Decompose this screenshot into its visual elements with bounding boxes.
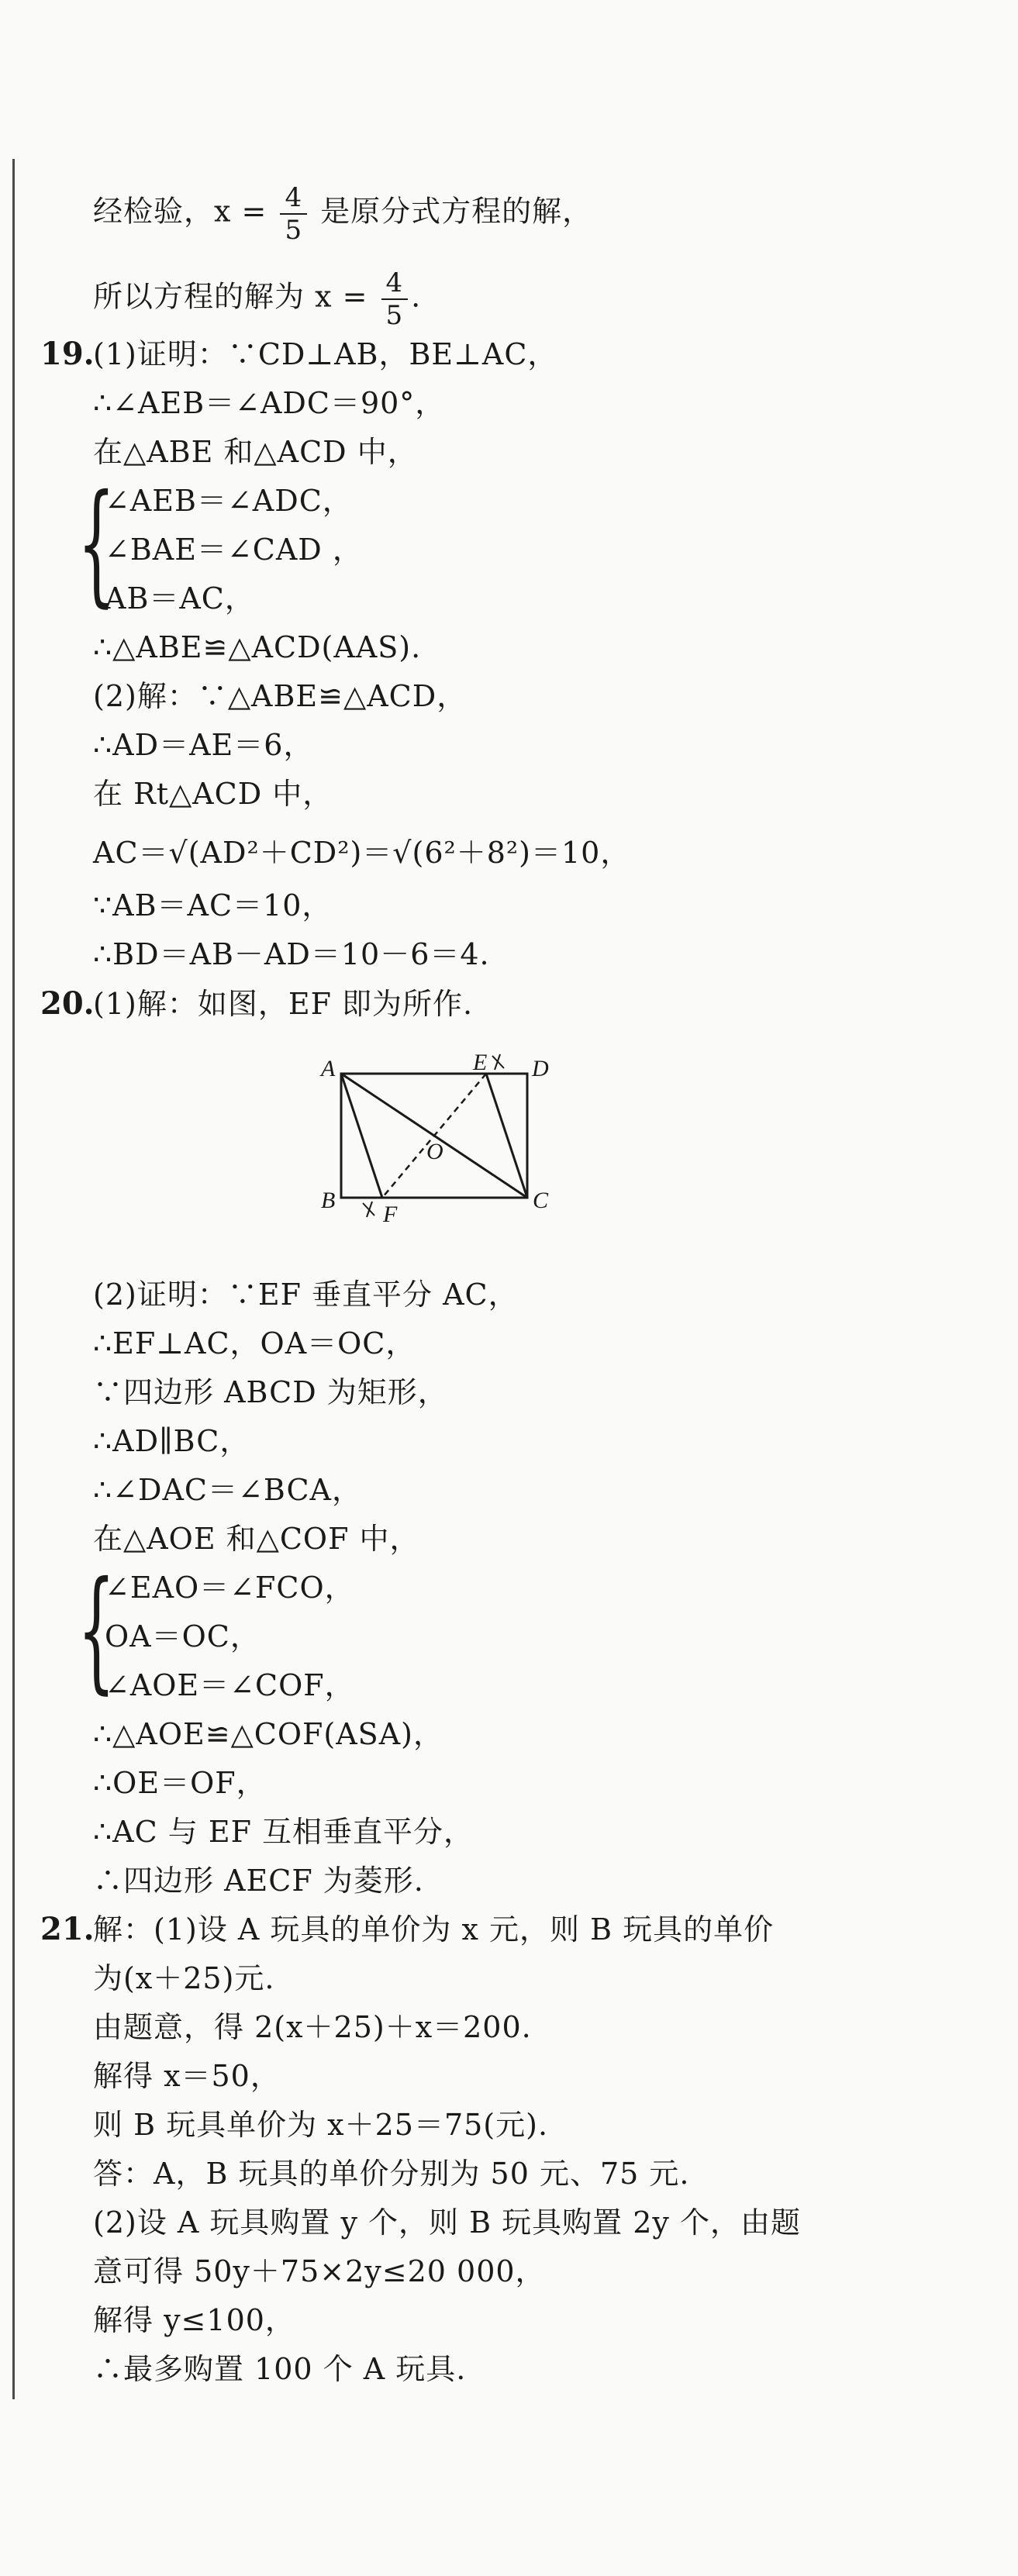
fraction (381, 267, 409, 331)
text: . (411, 279, 422, 314)
q21-line: 解得 x＝50， (93, 2059, 281, 2093)
label-d: D (532, 1056, 549, 1081)
rectangle-figure (310, 1039, 566, 1240)
q21-line: 答：A，B 玩具的单价分别为 50 元、75 元. (93, 2157, 690, 2191)
q19-line: ∠BAE＝∠CAD ， (105, 533, 363, 567)
q19-line: 在 Rt△ACD 中， (93, 777, 333, 811)
q18-verify-line (93, 182, 592, 246)
arc-mark-e (495, 1054, 500, 1070)
denominator: 5 (385, 300, 404, 331)
numerator: 4 (381, 267, 409, 300)
arc-mark-f (367, 1202, 372, 1217)
label-a: A (321, 1056, 336, 1081)
question-number-19: 19. (40, 336, 95, 372)
q21-line: 由题意，得 2(x＋25)＋x＝200. (93, 2010, 532, 2044)
q19-line: ∠AEB＝∠ADC， (105, 484, 353, 518)
question-number-20: 20. (40, 985, 95, 1022)
q19-line: ∵AB＝AC＝10， (93, 888, 333, 922)
q19-line: AB＝AC， (105, 581, 255, 616)
q20-line: ∴AD∥BC， (93, 1424, 250, 1458)
q20-line: ∵四边形 ABCD 为矩形， (93, 1375, 448, 1409)
page-margin-rule (12, 159, 15, 2399)
q20-line: ∴EF⊥AC，OA＝OC， (93, 1326, 416, 1360)
q20-line: ∴OE＝OF， (93, 1766, 267, 1800)
q20-line: ∠EAO＝∠FCO， (105, 1571, 355, 1605)
text: 经检验，x = (93, 194, 278, 229)
q20-line: OA＝OC， (105, 1619, 261, 1654)
question-number-21: 21. (40, 1911, 95, 1947)
q20-line: (2)证明：∵EF 垂直平分 AC， (93, 1278, 519, 1312)
q20-line: ∠AOE＝∠COF， (105, 1668, 355, 1702)
q20-line: 在△AOE 和△COF 中， (93, 1522, 420, 1556)
segment-af (341, 1074, 382, 1198)
q19-line: AC＝√(AD²＋CD²)＝√(6²＋8²)＝10， (93, 836, 631, 870)
label-c: C (533, 1188, 549, 1213)
system-brace: { (78, 1554, 116, 1707)
segment-ec (486, 1074, 527, 1198)
label-o: O (426, 1139, 443, 1164)
q19-line: (2)解：∵△ABE≌△ACD， (93, 679, 468, 713)
q19-line: 在△ABE 和△ACD 中， (93, 435, 418, 469)
q19-line: (1)证明：∵CD⊥AB，BE⊥AC， (93, 337, 558, 371)
q21-line: 意可得 50y＋75×2y≤20 000， (93, 2254, 546, 2288)
system-brace: { (78, 467, 116, 620)
fraction (280, 182, 307, 246)
text: 所以方程的解为 x = (93, 279, 378, 314)
label-f: F (383, 1202, 398, 1227)
q19-line: ∴BD＝AB－AD＝10－6＝4. (93, 937, 490, 971)
q21-line: (2)设 A 玩具购置 y 个，则 B 玩具购置 2y 个，由题 (93, 2205, 801, 2240)
q21-line: 则 B 玩具单价为 x＋25＝75(元). (93, 2108, 549, 2142)
q20-line: ∴AC 与 EF 互相垂直平分， (93, 1815, 474, 1849)
denominator: 5 (285, 215, 303, 246)
q20-line: ∴△AOE≌△COF(ASA)， (93, 1717, 443, 1751)
q19-line: ∴AD＝AE＝6， (93, 728, 314, 762)
text: 是原分式方程的解， (310, 194, 593, 229)
q20-line: ∴四边形 AECF 为菱形. (93, 1864, 424, 1898)
q20-line: (1)解：如图，EF 即为所作. (93, 987, 474, 1021)
q21-line: 解得 y≤100， (93, 2303, 295, 2337)
q20-line: ∴∠DAC＝∠BCA， (93, 1473, 362, 1507)
q19-line: ∴△ABE≌△ACD(AAS). (93, 630, 422, 664)
label-e: E (473, 1050, 488, 1075)
label-b: B (321, 1188, 336, 1213)
q21-line: 解：(1)设 A 玩具的单价为 x 元，则 B 玩具的单价 (93, 1912, 775, 1947)
perpendicular-bisector-ef (382, 1074, 486, 1198)
q19-line: ∴∠AEB＝∠ADC＝90°， (93, 386, 446, 420)
q21-line: 为(x＋25)元. (93, 1961, 275, 1995)
q21-line: ∴最多购置 100 个 A 玩具. (93, 2352, 467, 2386)
numerator: 4 (280, 182, 307, 215)
q18-solution-line (93, 267, 421, 331)
